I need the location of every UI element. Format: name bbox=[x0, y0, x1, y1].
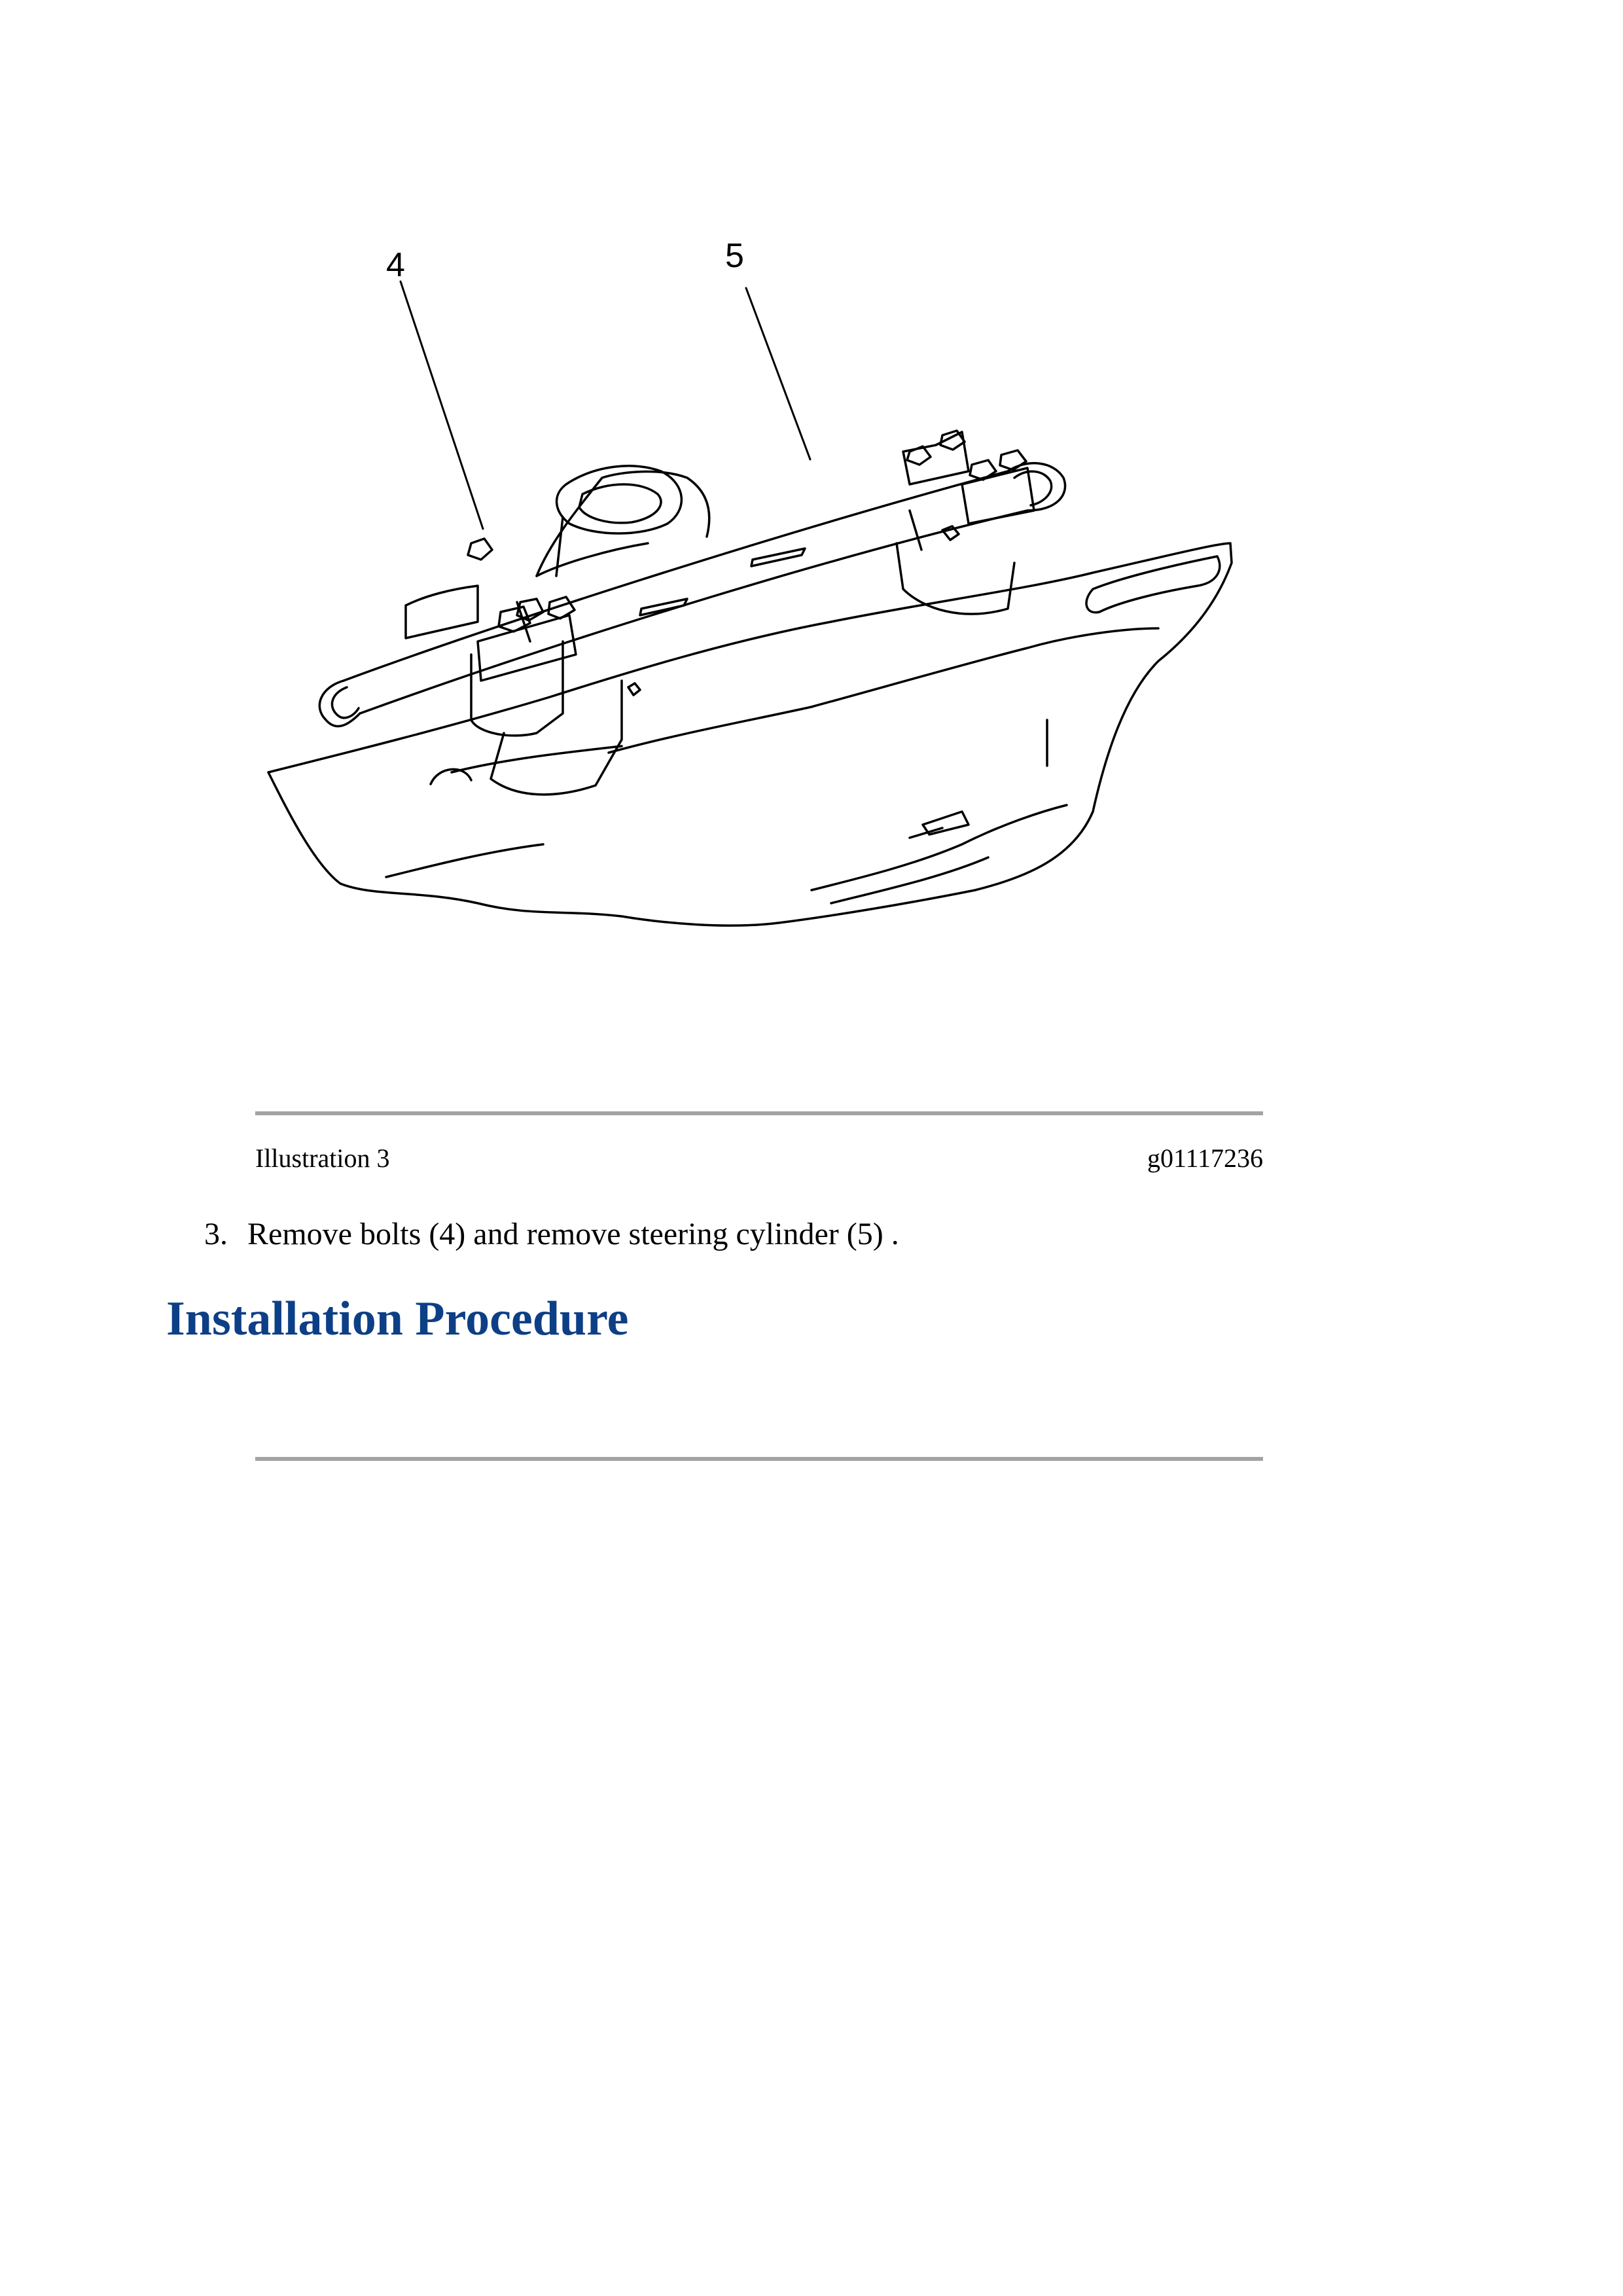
section-heading: Installation Procedure bbox=[166, 1292, 629, 1346]
steering-cylinder-illustration bbox=[255, 236, 1263, 949]
illustration-label: Illustration 3 bbox=[255, 1143, 390, 1173]
procedure-step bbox=[204, 1215, 899, 1254]
step-text: Remove bolts (4) and remove steering cylinder (5) . bbox=[247, 1217, 899, 1251]
section-divider bbox=[255, 1457, 1263, 1461]
axle-knuckle bbox=[537, 466, 709, 576]
axle-housing bbox=[268, 543, 1232, 925]
housing-slots bbox=[640, 548, 969, 838]
callout-leaders bbox=[401, 281, 810, 529]
graphic-id: g01117236 bbox=[1147, 1143, 1263, 1173]
callout-5: 5 bbox=[725, 237, 744, 275]
step-number: 3. bbox=[204, 1217, 228, 1251]
right-clamp-bolts bbox=[897, 431, 1034, 614]
caption-divider bbox=[255, 1111, 1263, 1115]
callout-4: 4 bbox=[386, 246, 405, 284]
left-clamp-bolts bbox=[406, 539, 640, 795]
